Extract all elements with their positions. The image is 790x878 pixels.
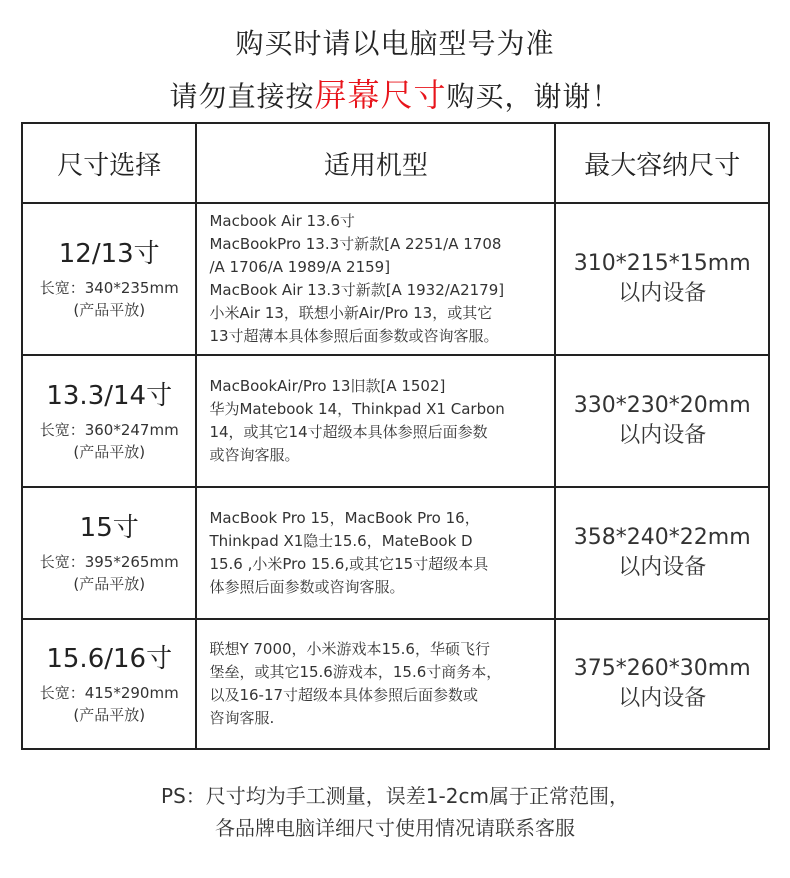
header-capacity: 最大容纳尺寸 (555, 123, 769, 203)
capacity-cell (555, 487, 769, 619)
capacity-value: 358*240*22mm (573, 525, 751, 550)
headline-line-2 (0, 70, 790, 116)
model-line: 14，或其它14寸超级本具体参照后面参数 (209, 423, 488, 441)
header-size: 尺寸选择 (22, 123, 196, 203)
footer-note-line-1: PS：尺寸均为手工测量，误差1-2cm属于正常范围， (161, 784, 629, 808)
model-line: 13寸超薄本具体参照后面参数或咨询客服。 (209, 327, 499, 345)
size-cell (22, 487, 196, 619)
header-models: 适用机型 (196, 123, 555, 203)
capacity-cell (555, 619, 769, 749)
model-line: 联想Y 7000，小米游戏本15.6，华硕飞行 (209, 640, 490, 658)
model-line: MacBook Pro 15，MacBook Pro 16， (209, 509, 480, 527)
model-line: 小米Air 13，联想小新Air/Pro 13，或其它 (209, 304, 493, 322)
capacity-note: 以内设备 (618, 686, 707, 711)
model-line: 堡垒，或其它15.6游戏本，15.6寸商务本， (209, 663, 502, 681)
size-note: (产品平放) (73, 443, 146, 461)
capacity-value: 375*260*30mm (573, 656, 751, 681)
model-line: MacBook Air 13.3寸新款[A 1932/A2179] (209, 281, 505, 299)
model-line: 咨询客服. (209, 709, 275, 727)
model-line: MacBookPro 13.3寸新款[A 2251/A 1708 (209, 235, 502, 253)
size-title: 15寸 (79, 513, 139, 543)
capacity-cell (555, 203, 769, 355)
table-header-row (22, 123, 769, 203)
model-line: 以及16-17寸超级本具体参照后面参数或 (209, 686, 479, 704)
model-line: /A 1706/A 1989/A 2159] (209, 258, 391, 276)
size-dimensions: 长宽：340*235mm (39, 279, 179, 297)
table-row (22, 487, 769, 619)
capacity-note: 以内设备 (618, 555, 707, 580)
model-line: 体参照后面参数或咨询客服。 (209, 578, 405, 596)
size-dimensions: 长宽：360*247mm (39, 421, 179, 439)
headline-line-1: 购买时请以电脑型号为准 (235, 27, 555, 60)
models-cell (196, 203, 555, 355)
table-row (22, 203, 769, 355)
headline-suffix: 购买，谢谢！ (446, 80, 621, 113)
models-cell (196, 619, 555, 749)
model-line: 15.6 ,小米Pro 15.6,或其它15寸超级本具 (209, 555, 489, 573)
size-title: 13.3/14寸 (46, 381, 173, 411)
headline-highlight: 屏幕尺寸 (314, 76, 447, 114)
model-line: Thinkpad X1隐士15.6，MateBook D (209, 532, 473, 550)
capacity-cell (555, 355, 769, 487)
table-row (22, 355, 769, 487)
model-line: 或咨询客服。 (209, 446, 300, 464)
size-cell (22, 619, 196, 749)
size-note: (产品平放) (73, 575, 146, 593)
size-cell (22, 355, 196, 487)
capacity-note: 以内设备 (618, 281, 707, 306)
size-note: (产品平放) (73, 301, 146, 319)
size-title: 12/13寸 (58, 239, 160, 269)
size-dimensions: 长宽：415*290mm (39, 684, 179, 702)
capacity-value: 310*215*15mm (573, 251, 751, 276)
model-line: Macbook Air 13.6寸 (209, 212, 355, 230)
models-cell (196, 487, 555, 619)
footer-note-line-2: 各品牌电脑详细尺寸使用情况请联系客服 (215, 816, 575, 840)
headline-prefix: 请勿直接按 (169, 80, 315, 113)
size-table (21, 122, 770, 750)
models-cell (196, 355, 555, 487)
capacity-note: 以内设备 (618, 423, 707, 448)
model-line: 华为Matebook 14，Thinkpad X1 Carbon (209, 400, 505, 418)
size-title: 15.6/16寸 (46, 644, 173, 674)
size-note: (产品平放) (73, 706, 146, 724)
table-row (22, 619, 769, 749)
capacity-value: 330*230*20mm (573, 393, 751, 418)
size-cell (22, 203, 196, 355)
size-dimensions: 长宽：395*265mm (39, 553, 179, 571)
model-line: MacBookAir/Pro 13旧款[A 1502] (209, 377, 446, 395)
